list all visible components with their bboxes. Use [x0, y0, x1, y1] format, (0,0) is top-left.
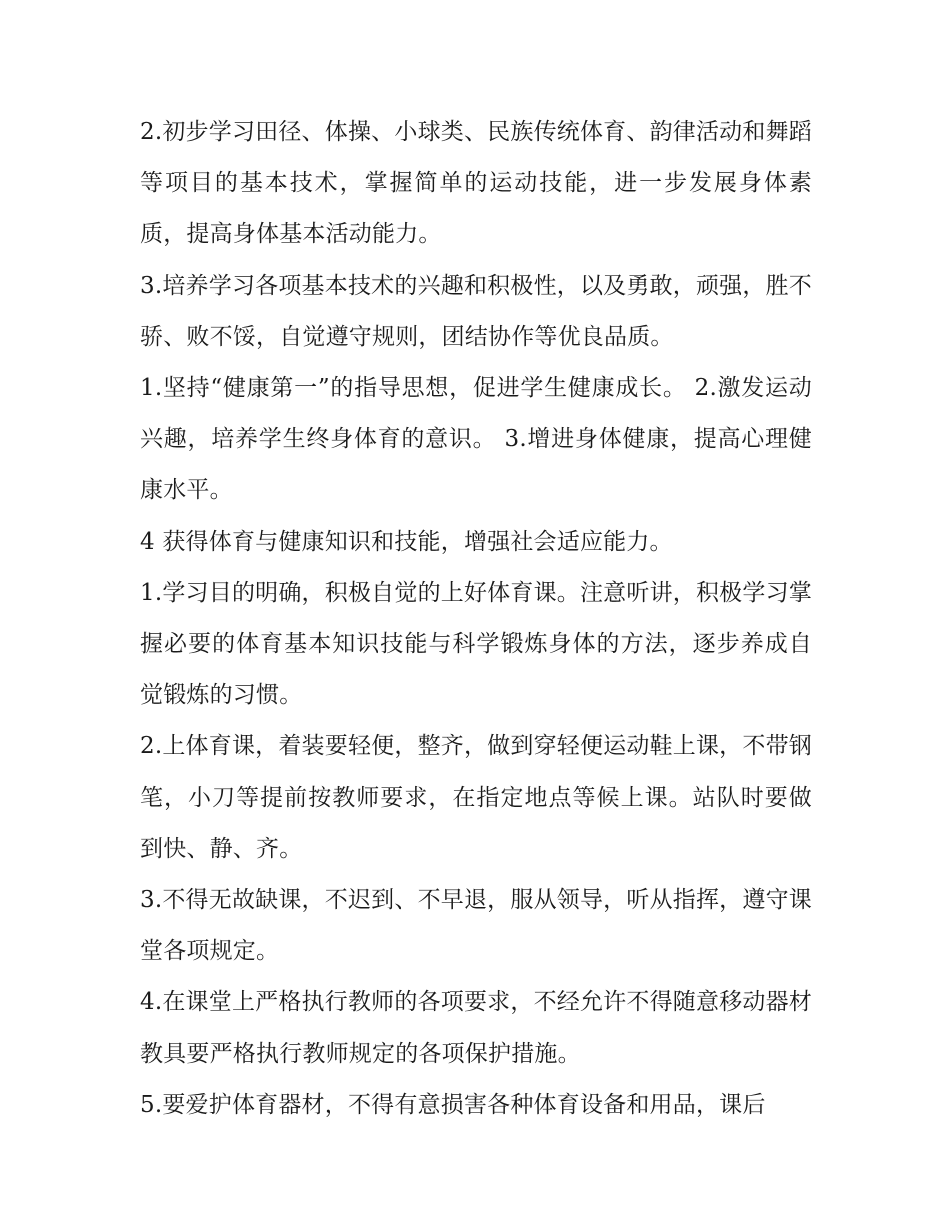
paragraph-objectives-1-3: 1.坚持“健康第一”的指导思想，促进学生健康成长。 2.激发运动兴趣，培养学生终身体育的意识。 3.增进身体健康，提高心理健康水平。 [140, 375, 812, 504]
paragraph-rule-5: 5.要爱护体育器材，不得有意损害各种体育设备和用品，课后 [140, 1091, 766, 1118]
paragraph-rule-4: 4.在课堂上严格执行教师的各项要求，不经允许不得随意移动器材教具要严格执行教师规定的各项保护措施。 [140, 989, 812, 1067]
paragraph-rule-3: 3.不得无故缺课，不迟到、不早退，服从领导，听从指挥，遵守课堂各项规定。 [140, 887, 812, 965]
document-page [140, 107, 812, 1131]
paragraph-goal-3-qualities: 3.培养学习各项基本技术的兴趣和积极性，以及勇敢，顽强，胜不骄、败不馁，自觉遵守规则，团结协作等优良品质。 [140, 272, 812, 350]
paragraph-rule-1: 1.学习目的明确，积极自觉的上好体育课。注意听讲，积极学习掌握必要的体育基本知识技能与科学锻炼身体的方法，逐步养成自觉锻炼的习惯。 [140, 579, 812, 709]
paragraph-goal-2-skills: 2.初步学习田径、体操、小球类、民族传统体育、韵律活动和舞蹈等项目的基本技术，掌握简单的运动技能，进一步发展身体素质，提高身体基本活动能力。 [140, 119, 812, 248]
paragraph-objective-4: 4 获得体育与健康知识和技能，增强社会适应能力。 [140, 528, 673, 555]
paragraph-rule-2: 2.上体育课，着装要轻便，整齐，做到穿轻便运动鞋上课，不带钢笔，小刀等提前按教师要求，在指定地点等候上课。站队时要做到快、静、齐。 [140, 733, 812, 862]
